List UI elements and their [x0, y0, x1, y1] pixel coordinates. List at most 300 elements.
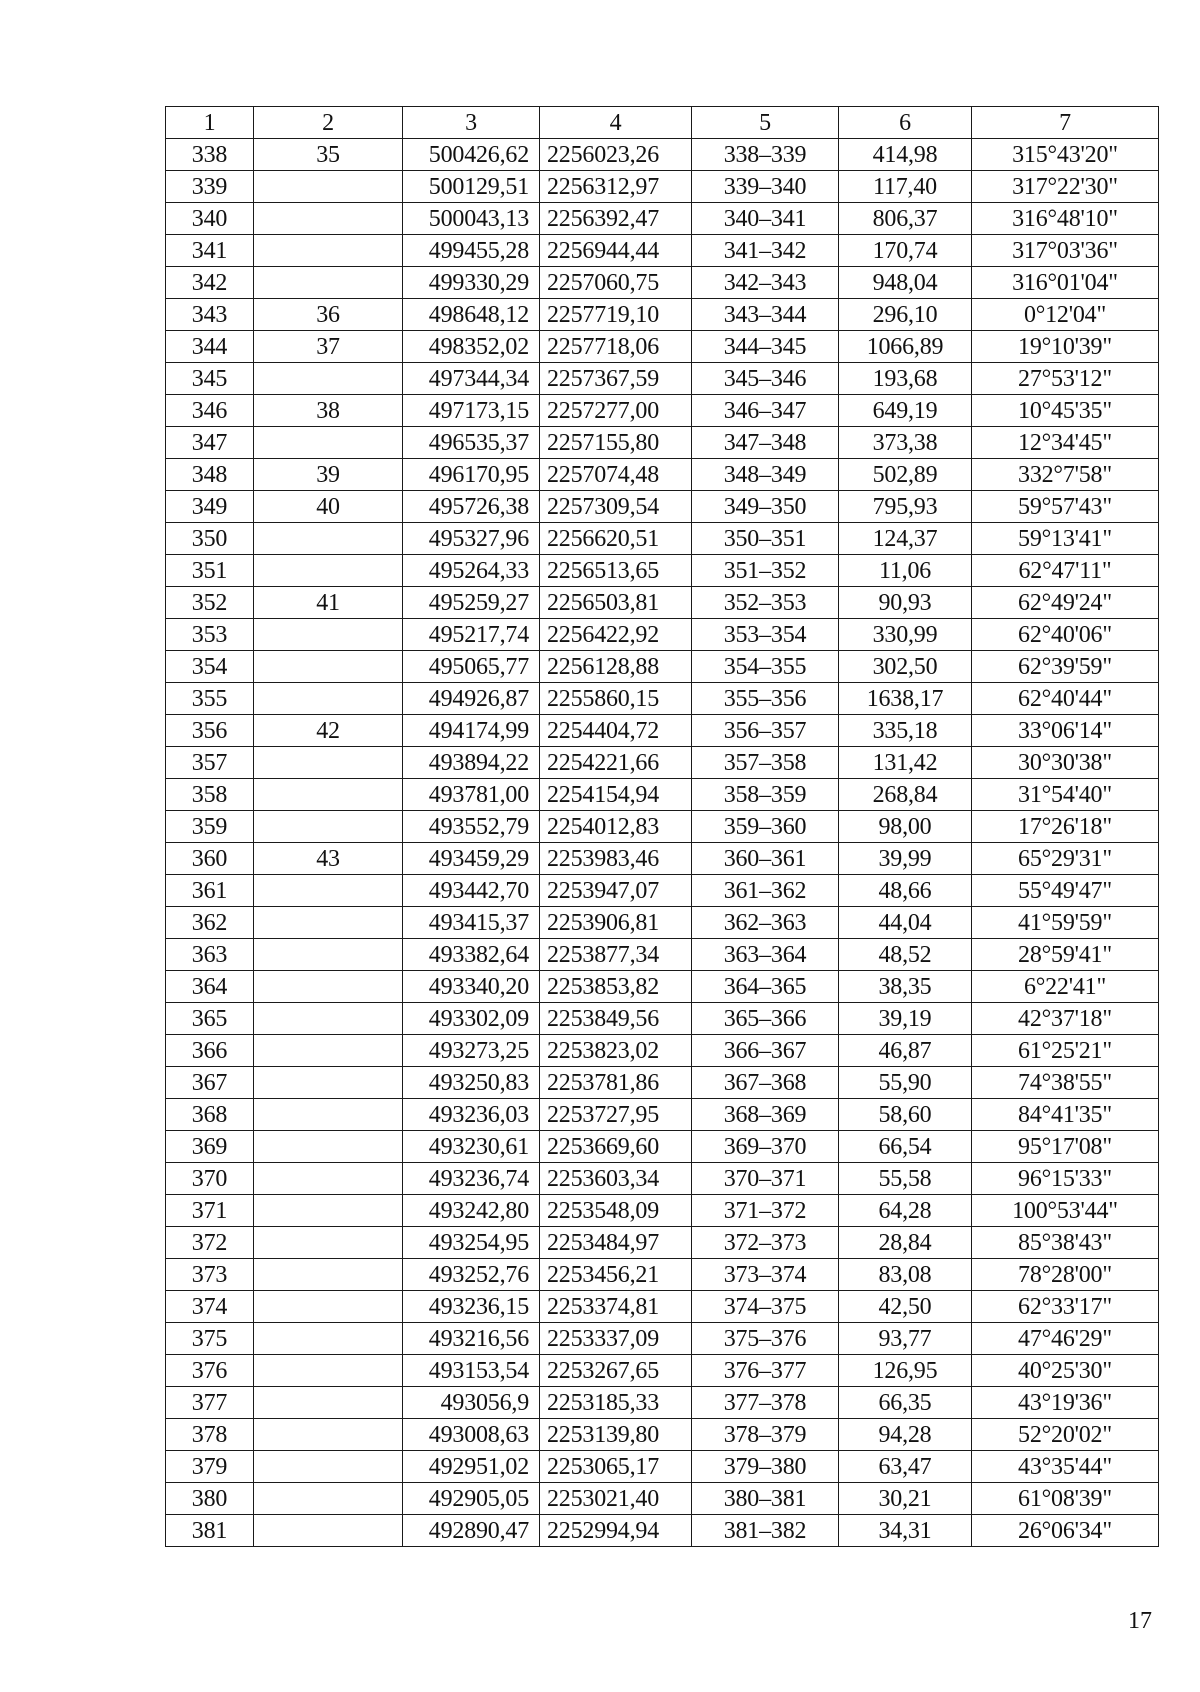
segment-cell: 351–352	[692, 555, 839, 587]
x-coordinate-cell: 499330,29	[403, 267, 540, 299]
bearing-cell: 0°12'04"	[972, 299, 1159, 331]
section-number-cell	[254, 203, 403, 235]
section-number-cell	[254, 939, 403, 971]
x-coordinate-cell: 498648,12	[403, 299, 540, 331]
point-number-cell: 363	[166, 939, 254, 971]
bearing-cell: 62°39'59"	[972, 651, 1159, 683]
y-coordinate-cell: 2253185,33	[540, 1387, 692, 1419]
section-number-cell	[254, 267, 403, 299]
column-header: 3	[403, 107, 540, 139]
point-number-cell: 373	[166, 1259, 254, 1291]
table-row	[166, 683, 1159, 715]
segment-cell: 359–360	[692, 811, 839, 843]
x-coordinate-cell: 493340,20	[403, 971, 540, 1003]
table-row	[166, 171, 1159, 203]
length-cell: 335,18	[839, 715, 972, 747]
x-coordinate-cell: 495217,74	[403, 619, 540, 651]
segment-cell: 341–342	[692, 235, 839, 267]
column-header: 1	[166, 107, 254, 139]
y-coordinate-cell: 2253781,86	[540, 1067, 692, 1099]
section-number-cell	[254, 1419, 403, 1451]
table-row	[166, 1451, 1159, 1483]
point-number-cell: 365	[166, 1003, 254, 1035]
length-cell: 302,50	[839, 651, 972, 683]
section-number-cell	[254, 1291, 403, 1323]
section-number-cell	[254, 1195, 403, 1227]
length-cell: 48,66	[839, 875, 972, 907]
section-number-cell: 38	[254, 395, 403, 427]
bearing-cell: 61°25'21"	[972, 1035, 1159, 1067]
length-cell: 46,87	[839, 1035, 972, 1067]
x-coordinate-cell: 493008,63	[403, 1419, 540, 1451]
x-coordinate-cell: 493254,95	[403, 1227, 540, 1259]
bearing-cell: 12°34'45"	[972, 427, 1159, 459]
segment-cell: 345–346	[692, 363, 839, 395]
segment-cell: 350–351	[692, 523, 839, 555]
section-number-cell	[254, 235, 403, 267]
length-cell: 948,04	[839, 267, 972, 299]
x-coordinate-cell: 495327,96	[403, 523, 540, 555]
y-coordinate-cell: 2253021,40	[540, 1483, 692, 1515]
bearing-cell: 317°03'36"	[972, 235, 1159, 267]
y-coordinate-cell: 2257367,59	[540, 363, 692, 395]
point-number-cell: 369	[166, 1131, 254, 1163]
segment-cell: 348–349	[692, 459, 839, 491]
section-number-cell: 37	[254, 331, 403, 363]
length-cell: 42,50	[839, 1291, 972, 1323]
length-cell: 1638,17	[839, 683, 972, 715]
bearing-cell: 316°48'10"	[972, 203, 1159, 235]
bearing-cell: 59°57'43"	[972, 491, 1159, 523]
segment-cell: 364–365	[692, 971, 839, 1003]
bearing-cell: 85°38'43"	[972, 1227, 1159, 1259]
x-coordinate-cell: 495726,38	[403, 491, 540, 523]
length-cell: 94,28	[839, 1419, 972, 1451]
bearing-cell: 59°13'41"	[972, 523, 1159, 555]
section-number-cell: 42	[254, 715, 403, 747]
column-header: 4	[540, 107, 692, 139]
length-cell: 795,93	[839, 491, 972, 523]
section-number-cell	[254, 747, 403, 779]
length-cell: 649,19	[839, 395, 972, 427]
bearing-cell: 332°7'58"	[972, 459, 1159, 491]
bearing-cell: 28°59'41"	[972, 939, 1159, 971]
segment-cell: 363–364	[692, 939, 839, 971]
x-coordinate-cell: 492905,05	[403, 1483, 540, 1515]
point-number-cell: 353	[166, 619, 254, 651]
table-row	[166, 907, 1159, 939]
length-cell: 83,08	[839, 1259, 972, 1291]
length-cell: 64,28	[839, 1195, 972, 1227]
point-number-cell: 351	[166, 555, 254, 587]
point-number-cell: 378	[166, 1419, 254, 1451]
length-cell: 268,84	[839, 779, 972, 811]
segment-cell: 362–363	[692, 907, 839, 939]
segment-cell: 373–374	[692, 1259, 839, 1291]
table-row	[166, 651, 1159, 683]
y-coordinate-cell: 2253983,46	[540, 843, 692, 875]
bearing-cell: 62°40'06"	[972, 619, 1159, 651]
length-cell: 39,19	[839, 1003, 972, 1035]
x-coordinate-cell: 493459,29	[403, 843, 540, 875]
segment-cell: 355–356	[692, 683, 839, 715]
bearing-cell: 47°46'29"	[972, 1323, 1159, 1355]
point-number-cell: 366	[166, 1035, 254, 1067]
table-row	[166, 1515, 1159, 1547]
y-coordinate-cell: 2257155,80	[540, 427, 692, 459]
table-row	[166, 843, 1159, 875]
point-number-cell: 359	[166, 811, 254, 843]
x-coordinate-cell: 497173,15	[403, 395, 540, 427]
y-coordinate-cell: 2253849,56	[540, 1003, 692, 1035]
segment-cell: 365–366	[692, 1003, 839, 1035]
point-number-cell: 362	[166, 907, 254, 939]
table-row	[166, 1003, 1159, 1035]
point-number-cell: 357	[166, 747, 254, 779]
bearing-cell: 10°45'35"	[972, 395, 1159, 427]
x-coordinate-cell: 493442,70	[403, 875, 540, 907]
y-coordinate-cell: 2253337,09	[540, 1323, 692, 1355]
y-coordinate-cell: 2256503,81	[540, 587, 692, 619]
length-cell: 48,52	[839, 939, 972, 971]
table-row	[166, 1259, 1159, 1291]
length-cell: 124,37	[839, 523, 972, 555]
length-cell: 170,74	[839, 235, 972, 267]
length-cell: 55,90	[839, 1067, 972, 1099]
x-coordinate-cell: 493302,09	[403, 1003, 540, 1035]
point-number-cell: 370	[166, 1163, 254, 1195]
point-number-cell: 356	[166, 715, 254, 747]
table-row	[166, 1195, 1159, 1227]
bearing-cell: 74°38'55"	[972, 1067, 1159, 1099]
point-number-cell: 371	[166, 1195, 254, 1227]
length-cell: 373,38	[839, 427, 972, 459]
table-row	[166, 1099, 1159, 1131]
segment-cell: 381–382	[692, 1515, 839, 1547]
length-cell: 296,10	[839, 299, 972, 331]
x-coordinate-cell: 493415,37	[403, 907, 540, 939]
y-coordinate-cell: 2257309,54	[540, 491, 692, 523]
y-coordinate-cell: 2253853,82	[540, 971, 692, 1003]
segment-cell: 369–370	[692, 1131, 839, 1163]
x-coordinate-cell: 495264,33	[403, 555, 540, 587]
point-number-cell: 367	[166, 1067, 254, 1099]
x-coordinate-cell: 493273,25	[403, 1035, 540, 1067]
y-coordinate-cell: 2253065,17	[540, 1451, 692, 1483]
section-number-cell: 36	[254, 299, 403, 331]
bearing-cell: 55°49'47"	[972, 875, 1159, 907]
point-number-cell: 343	[166, 299, 254, 331]
table-row	[166, 811, 1159, 843]
point-number-cell: 375	[166, 1323, 254, 1355]
segment-cell: 370–371	[692, 1163, 839, 1195]
table-row	[166, 1035, 1159, 1067]
x-coordinate-cell: 494926,87	[403, 683, 540, 715]
bearing-cell: 62°40'44"	[972, 683, 1159, 715]
section-number-cell	[254, 1515, 403, 1547]
x-coordinate-cell: 500426,62	[403, 139, 540, 171]
table-row	[166, 1483, 1159, 1515]
y-coordinate-cell: 2257719,10	[540, 299, 692, 331]
y-coordinate-cell: 2253484,97	[540, 1227, 692, 1259]
segment-cell: 352–353	[692, 587, 839, 619]
y-coordinate-cell: 2253947,07	[540, 875, 692, 907]
segment-cell: 349–350	[692, 491, 839, 523]
section-number-cell	[254, 1451, 403, 1483]
section-number-cell	[254, 1259, 403, 1291]
x-coordinate-cell: 493153,54	[403, 1355, 540, 1387]
x-coordinate-cell: 492890,47	[403, 1515, 540, 1547]
x-coordinate-cell: 493252,76	[403, 1259, 540, 1291]
x-coordinate-cell: 493236,15	[403, 1291, 540, 1323]
table-row	[166, 267, 1159, 299]
segment-cell: 374–375	[692, 1291, 839, 1323]
length-cell: 11,06	[839, 555, 972, 587]
table-row	[166, 555, 1159, 587]
x-coordinate-cell: 494174,99	[403, 715, 540, 747]
y-coordinate-cell: 2253669,60	[540, 1131, 692, 1163]
length-cell: 58,60	[839, 1099, 972, 1131]
x-coordinate-cell: 493216,56	[403, 1323, 540, 1355]
length-cell: 28,84	[839, 1227, 972, 1259]
bearing-cell: 41°59'59"	[972, 907, 1159, 939]
length-cell: 38,35	[839, 971, 972, 1003]
section-number-cell	[254, 1131, 403, 1163]
table-row	[166, 299, 1159, 331]
bearing-cell: 17°26'18"	[972, 811, 1159, 843]
x-coordinate-cell: 499455,28	[403, 235, 540, 267]
point-number-cell: 376	[166, 1355, 254, 1387]
y-coordinate-cell: 2256392,47	[540, 203, 692, 235]
point-number-cell: 349	[166, 491, 254, 523]
section-number-cell	[254, 1163, 403, 1195]
table-row	[166, 1355, 1159, 1387]
point-number-cell: 377	[166, 1387, 254, 1419]
y-coordinate-cell: 2253548,09	[540, 1195, 692, 1227]
y-coordinate-cell: 2256312,97	[540, 171, 692, 203]
table-row	[166, 587, 1159, 619]
section-number-cell	[254, 1355, 403, 1387]
y-coordinate-cell: 2253823,02	[540, 1035, 692, 1067]
length-cell: 1066,89	[839, 331, 972, 363]
segment-cell: 354–355	[692, 651, 839, 683]
y-coordinate-cell: 2254154,94	[540, 779, 692, 811]
segment-cell: 360–361	[692, 843, 839, 875]
segment-cell: 356–357	[692, 715, 839, 747]
section-number-cell	[254, 875, 403, 907]
segment-cell: 376–377	[692, 1355, 839, 1387]
segment-cell: 340–341	[692, 203, 839, 235]
table-row	[166, 491, 1159, 523]
table-row	[166, 1387, 1159, 1419]
y-coordinate-cell: 2256128,88	[540, 651, 692, 683]
x-coordinate-cell: 493056,9	[403, 1387, 540, 1419]
coordinates-table	[165, 106, 1159, 1547]
column-header: 7	[972, 107, 1159, 139]
length-cell: 131,42	[839, 747, 972, 779]
segment-cell: 372–373	[692, 1227, 839, 1259]
section-number-cell	[254, 1483, 403, 1515]
bearing-cell: 62°49'24"	[972, 587, 1159, 619]
length-cell: 30,21	[839, 1483, 972, 1515]
bearing-cell: 26°06'34"	[972, 1515, 1159, 1547]
segment-cell: 342–343	[692, 267, 839, 299]
segment-cell: 338–339	[692, 139, 839, 171]
table-row	[166, 203, 1159, 235]
y-coordinate-cell: 2253456,21	[540, 1259, 692, 1291]
section-number-cell: 40	[254, 491, 403, 523]
bearing-cell: 65°29'31"	[972, 843, 1159, 875]
section-number-cell	[254, 811, 403, 843]
section-number-cell	[254, 1099, 403, 1131]
x-coordinate-cell: 492951,02	[403, 1451, 540, 1483]
column-header: 2	[254, 107, 403, 139]
x-coordinate-cell: 496170,95	[403, 459, 540, 491]
bearing-cell: 27°53'12"	[972, 363, 1159, 395]
x-coordinate-cell: 500129,51	[403, 171, 540, 203]
table-row	[166, 715, 1159, 747]
point-number-cell: 380	[166, 1483, 254, 1515]
section-number-cell	[254, 779, 403, 811]
section-number-cell: 43	[254, 843, 403, 875]
length-cell: 806,37	[839, 203, 972, 235]
point-number-cell: 361	[166, 875, 254, 907]
x-coordinate-cell: 493552,79	[403, 811, 540, 843]
x-coordinate-cell: 493894,22	[403, 747, 540, 779]
x-coordinate-cell: 500043,13	[403, 203, 540, 235]
length-cell: 193,68	[839, 363, 972, 395]
segment-cell: 380–381	[692, 1483, 839, 1515]
column-header: 5	[692, 107, 839, 139]
bearing-cell: 40°25'30"	[972, 1355, 1159, 1387]
point-number-cell: 338	[166, 139, 254, 171]
segment-cell: 344–345	[692, 331, 839, 363]
y-coordinate-cell: 2253374,81	[540, 1291, 692, 1323]
table-row	[166, 427, 1159, 459]
bearing-cell: 6°22'41"	[972, 971, 1159, 1003]
page-number: 17	[1128, 1608, 1152, 1634]
y-coordinate-cell: 2252994,94	[540, 1515, 692, 1547]
y-coordinate-cell: 2253727,95	[540, 1099, 692, 1131]
section-number-cell	[254, 1227, 403, 1259]
x-coordinate-cell: 493230,61	[403, 1131, 540, 1163]
table-row	[166, 139, 1159, 171]
section-number-cell	[254, 363, 403, 395]
table-row	[166, 1419, 1159, 1451]
section-number-cell	[254, 555, 403, 587]
y-coordinate-cell: 2253139,80	[540, 1419, 692, 1451]
segment-cell: 375–376	[692, 1323, 839, 1355]
section-number-cell	[254, 683, 403, 715]
section-number-cell	[254, 1035, 403, 1067]
section-number-cell	[254, 1387, 403, 1419]
segment-cell: 357–358	[692, 747, 839, 779]
table-row	[166, 1163, 1159, 1195]
y-coordinate-cell: 2256023,26	[540, 139, 692, 171]
bearing-cell: 61°08'39"	[972, 1483, 1159, 1515]
segment-cell: 346–347	[692, 395, 839, 427]
x-coordinate-cell: 493781,00	[403, 779, 540, 811]
length-cell: 66,54	[839, 1131, 972, 1163]
point-number-cell: 358	[166, 779, 254, 811]
y-coordinate-cell: 2255860,15	[540, 683, 692, 715]
y-coordinate-cell: 2257060,75	[540, 267, 692, 299]
bearing-cell: 33°06'14"	[972, 715, 1159, 747]
bearing-cell: 95°17'08"	[972, 1131, 1159, 1163]
point-number-cell: 355	[166, 683, 254, 715]
point-number-cell: 346	[166, 395, 254, 427]
section-number-cell	[254, 971, 403, 1003]
bearing-cell: 317°22'30"	[972, 171, 1159, 203]
x-coordinate-cell: 496535,37	[403, 427, 540, 459]
x-coordinate-cell: 493382,64	[403, 939, 540, 971]
table-row	[166, 363, 1159, 395]
x-coordinate-cell: 493250,83	[403, 1067, 540, 1099]
y-coordinate-cell: 2257718,06	[540, 331, 692, 363]
length-cell: 93,77	[839, 1323, 972, 1355]
point-number-cell: 354	[166, 651, 254, 683]
point-number-cell: 340	[166, 203, 254, 235]
table-row	[166, 235, 1159, 267]
segment-cell: 353–354	[692, 619, 839, 651]
x-coordinate-cell: 495065,77	[403, 651, 540, 683]
length-cell: 34,31	[839, 1515, 972, 1547]
table-row	[166, 523, 1159, 555]
point-number-cell: 345	[166, 363, 254, 395]
bearing-cell: 43°35'44"	[972, 1451, 1159, 1483]
length-cell: 39,99	[839, 843, 972, 875]
bearing-cell: 84°41'35"	[972, 1099, 1159, 1131]
x-coordinate-cell: 497344,34	[403, 363, 540, 395]
table-row	[166, 1131, 1159, 1163]
point-number-cell: 364	[166, 971, 254, 1003]
segment-cell: 358–359	[692, 779, 839, 811]
length-cell: 44,04	[839, 907, 972, 939]
segment-cell: 379–380	[692, 1451, 839, 1483]
bearing-cell: 316°01'04"	[972, 267, 1159, 299]
table-row	[166, 1227, 1159, 1259]
section-number-cell	[254, 619, 403, 651]
segment-cell: 378–379	[692, 1419, 839, 1451]
y-coordinate-cell: 2256944,44	[540, 235, 692, 267]
section-number-cell	[254, 1067, 403, 1099]
section-number-cell: 39	[254, 459, 403, 491]
point-number-cell: 350	[166, 523, 254, 555]
point-number-cell: 372	[166, 1227, 254, 1259]
x-coordinate-cell: 493236,03	[403, 1099, 540, 1131]
y-coordinate-cell: 2254404,72	[540, 715, 692, 747]
column-header: 6	[839, 107, 972, 139]
y-coordinate-cell: 2253877,34	[540, 939, 692, 971]
length-cell: 117,40	[839, 171, 972, 203]
length-cell: 414,98	[839, 139, 972, 171]
section-number-cell	[254, 1003, 403, 1035]
bearing-cell: 31°54'40"	[972, 779, 1159, 811]
table-row	[166, 939, 1159, 971]
y-coordinate-cell: 2253906,81	[540, 907, 692, 939]
length-cell: 90,93	[839, 587, 972, 619]
table-row	[166, 1323, 1159, 1355]
table-row	[166, 1067, 1159, 1099]
y-coordinate-cell: 2256422,92	[540, 619, 692, 651]
section-number-cell: 35	[254, 139, 403, 171]
point-number-cell: 341	[166, 235, 254, 267]
segment-cell: 361–362	[692, 875, 839, 907]
table-row	[166, 331, 1159, 363]
table-row	[166, 747, 1159, 779]
y-coordinate-cell: 2257277,00	[540, 395, 692, 427]
bearing-cell: 100°53'44"	[972, 1195, 1159, 1227]
